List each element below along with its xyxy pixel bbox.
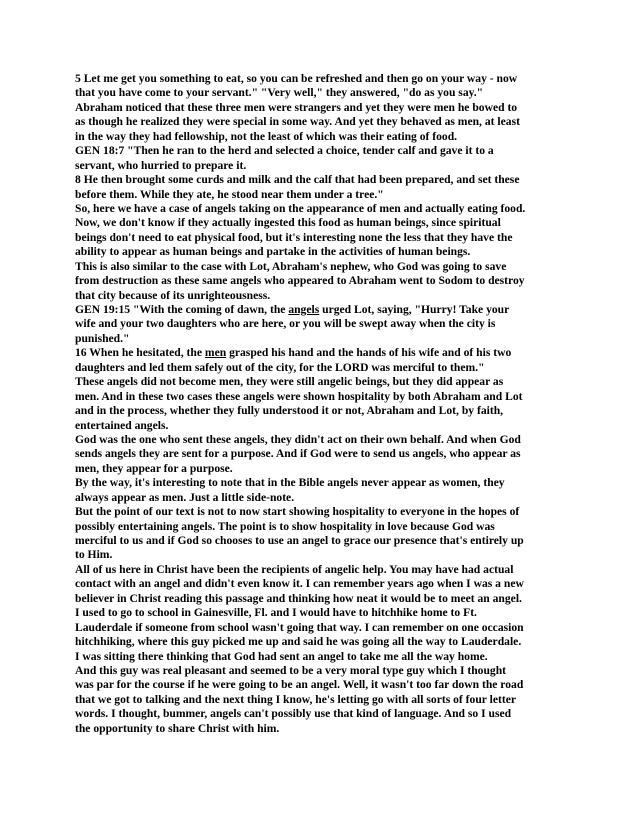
text-line: These angels did not become men, they were still angelic beings, but they did appear as xyxy=(75,375,504,389)
text-line: possibly entertaining angels. The point is to show hospitality in love because God was xyxy=(75,519,495,533)
text-line: men, they appear for a purpose. xyxy=(75,461,233,475)
text-line: hitchhiking, where this guy picked me up and said he was going all the way to Lauderdale. xyxy=(75,635,522,649)
text-line: I used to go to school in Gainesville, Fl. and I would have to hitchhike home to Ft. xyxy=(75,606,477,620)
text-line: that we got to talking and the next thing I know, he's letting go with all sorts of four letter xyxy=(75,692,516,706)
text-line: contact with an angel and didn't even know it. I can remember years ago when I was a new xyxy=(75,577,524,591)
text-line: and in the process, whether they fully understood it or not, Abraham and Lot, by faith, xyxy=(75,404,504,418)
text-line: sends angels they are sent for a purpose. And if God were to send us angels, who appear as xyxy=(75,447,521,461)
text-line: GEN 18:7 "Then he ran to the herd and selected a choice, tender calf and gave it to a xyxy=(75,144,494,158)
text-line: always appear as men. Just a little side-note. xyxy=(75,490,295,504)
text-line: But the point of our text is not to now start showing hospitality to everyone in the hopes of xyxy=(75,505,520,519)
text-line: daughters and led them safely out of the city, for the LORD was merciful to them." xyxy=(75,360,485,374)
text-line: 5 Let me get you something to eat, so you can be refreshed and then go on your way - now xyxy=(75,72,518,85)
underlined-word-angels: angels xyxy=(288,303,320,316)
text-line: All of us here in Christ have been the recipients of angelic help. You may have had actual xyxy=(75,562,514,576)
text-line: believer in Christ reading this passage and thinking how neat it would be to meet an angel. xyxy=(75,591,522,605)
underlined-word-men: men xyxy=(204,346,227,360)
text-line: as though he realized they were special in some way. And yet they behaved as men, at least xyxy=(75,115,520,129)
text-line: And this guy was real pleasant and seemed to be a very moral type guy which I thought xyxy=(75,663,507,677)
text-line: 8 He then brought some curds and milk and the calf that had been prepared, and set these xyxy=(75,173,520,187)
text-line: ability to appear as human beings and partake in the activities of human beings. xyxy=(75,245,471,259)
text-line-with-underline xyxy=(75,303,567,317)
text-line: wife and your two daughters who are here, or you will be swept away when the city is xyxy=(75,317,496,331)
text-line: that you have come to your servant." "Very well," they answered, "do as you say." xyxy=(75,86,484,100)
text-line: was par for the course if he were going to be an angel. Well, it wasn't too far down the road xyxy=(75,678,524,692)
text-line: that city because of its unrighteousness. xyxy=(75,288,271,302)
text-line: beings don't need to eat physical food, but it's interesting none the less that they have the xyxy=(75,230,513,244)
text-line: from destruction as these same angels who appeared to Abraham went to Sodom to destroy xyxy=(75,274,525,288)
text-line: I was sitting there thinking that God had sent an angel to take me all the way home. xyxy=(75,649,488,663)
text-line: words. I thought, bummer, angels can't possibly use that kind of language. And so I used xyxy=(75,707,512,721)
text-line: By the way, it's interesting to note that in the Bible angels never appear as women, they xyxy=(75,476,505,490)
text-line-with-underline xyxy=(75,346,567,360)
text-line: men. And in these two cases these angels were shown hospitality by both Abraham and Lot xyxy=(75,389,523,403)
text-line: Abraham noticed that these three men were strangers and yet they were men he bowed to xyxy=(75,100,518,114)
line-text-before: GEN 19:15 "With the coming of dawn, the xyxy=(75,303,289,316)
text-line: God was the one who sent these angels, they didn't act on their own behalf. And when God xyxy=(75,432,521,446)
text-line: Now, we don't know if they actually ingested this food as human beings, since spiritual xyxy=(75,216,501,230)
line-text-before: 16 When he hesitated, the xyxy=(75,346,205,360)
text-line: merciful to us and if God so chooses to use an angel to grace our presence that's entirely up xyxy=(75,534,524,547)
text-line: entertained angels. xyxy=(75,418,169,432)
text-line: So, here we have a case of angels taking on the appearance of men and actually eating food. xyxy=(75,201,526,215)
text-line: to Him. xyxy=(75,548,113,562)
document-body xyxy=(75,72,567,736)
line-text-after: grasped his hand and the hands of his wife and of his two xyxy=(226,346,512,360)
text-line: before them. While they ate, he stood near them under a tree." xyxy=(75,187,384,201)
line-text-after: urged Lot, saying, "Hurry! Take your xyxy=(319,303,510,316)
text-line: in the way they had fellowship, not the least of which was their eating of food. xyxy=(75,129,458,143)
text-line: punished." xyxy=(75,331,130,345)
text-line: the opportunity to share Christ with him. xyxy=(75,721,280,735)
text-line: servant, who hurried to prepare it. xyxy=(75,158,247,172)
text-line: Lauderdale if someone from school wasn't going that way. I can remember on one occasion xyxy=(75,620,524,634)
text-line: This is also similar to the case with Lot, Abraham's nephew, who God was going to save xyxy=(75,259,507,273)
